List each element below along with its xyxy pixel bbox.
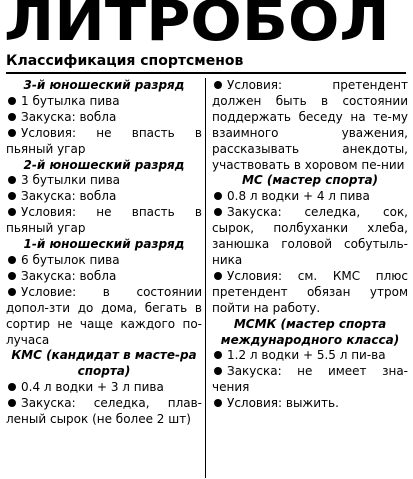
item-text: Закуска: селедка, сок, сырок, полбуханки хлеба, занюшка головой собутыль-ника (212, 205, 408, 267)
item-text: Закуска: вобла (21, 268, 117, 283)
rank-heading: МС (мастер спорта) (241, 173, 379, 188)
rank-item (212, 364, 408, 396)
rank-item (212, 78, 408, 173)
rank-item (6, 189, 202, 205)
bullet-icon (214, 208, 222, 216)
item-text: 1 бутылка пива (21, 93, 120, 108)
item-text: 6 бутылок пива (21, 252, 120, 267)
rank-heading: 2-й юношеский разряд (23, 157, 185, 172)
bullet-icon (214, 351, 222, 359)
rank-heading: КМС (кандидат в масте-ра спорта) (11, 348, 197, 379)
bullet-icon (214, 81, 222, 89)
item-text: Закуска: не имеет зна-чения (212, 364, 408, 395)
rank-item (6, 173, 202, 189)
page-title: ЛИТРОБОЛ (4, 0, 390, 54)
rank-heading: 3-й юношеский разряд (23, 78, 185, 92)
item-text: Условия: не впасть в пьяный угар (6, 125, 202, 156)
item-text: Условия: не впасть в пьяный угар (6, 205, 202, 236)
rank-item (6, 126, 202, 158)
item-text: Условия: см. КМС плюс претендент обязан утром пойти на работу. (212, 268, 408, 315)
rank-item (212, 348, 408, 364)
bullet-icon (8, 97, 16, 105)
item-text: Закуска: вобла (21, 189, 117, 204)
bullet-icon (8, 288, 16, 296)
article-subtitle: Классификация спортсменов (6, 52, 406, 74)
bullet-icon (8, 256, 16, 264)
rank-item (6, 94, 202, 110)
rank-item (6, 205, 202, 237)
rank-item (212, 269, 408, 317)
item-text: 0.8 л водки + 4 л пива (227, 189, 370, 204)
bullet-icon (8, 129, 16, 137)
bullet-icon (214, 399, 222, 407)
item-text: Условие: в состоянии допол-зти до дома, бегать в сортир не чаще каждого по-лучаса (6, 284, 202, 347)
item-text: Условия: выжить. (227, 396, 339, 411)
bullet-icon (214, 192, 222, 200)
bullet-icon (8, 399, 16, 407)
rank-item (6, 110, 202, 126)
rank-item (6, 269, 202, 285)
rank-item (212, 396, 408, 412)
bullet-icon (8, 272, 16, 280)
item-text: Закуска: вобла (21, 109, 117, 124)
bullet-icon (8, 192, 16, 200)
item-text: Условия: претендент должен быть в состоянии поддержать беседу на те-му взаимного уважения, рассказывать анекдоты, участвовать в хоровом пе-нии (212, 78, 408, 172)
bullet-icon (8, 113, 16, 121)
column-divider (205, 78, 206, 478)
rank-heading: МСМК (мастер спорта международного класса) (220, 316, 400, 347)
item-text: 1.2 л водки + 5.5 л пи-ва (227, 348, 386, 363)
item-text: 0.4 л водки + 3 л пива (21, 380, 164, 395)
bullet-icon (8, 176, 16, 184)
left-column (6, 78, 202, 428)
rank-item (6, 380, 202, 396)
bullet-icon (8, 383, 16, 391)
rank-item (212, 205, 408, 269)
right-column (212, 78, 408, 412)
bullet-icon (214, 367, 222, 375)
rank-heading: 1-й юношеский разряд (23, 237, 185, 252)
rank-item (6, 253, 202, 269)
bullet-icon (8, 208, 16, 216)
bullet-icon (214, 272, 222, 280)
rank-item (6, 285, 202, 349)
item-text: 3 бутылки пива (21, 173, 121, 188)
rank-item (6, 396, 202, 428)
rank-item (212, 189, 408, 205)
item-text: Закуска: селедка, плав-леный сырок (не более 2 шт) (6, 396, 202, 427)
